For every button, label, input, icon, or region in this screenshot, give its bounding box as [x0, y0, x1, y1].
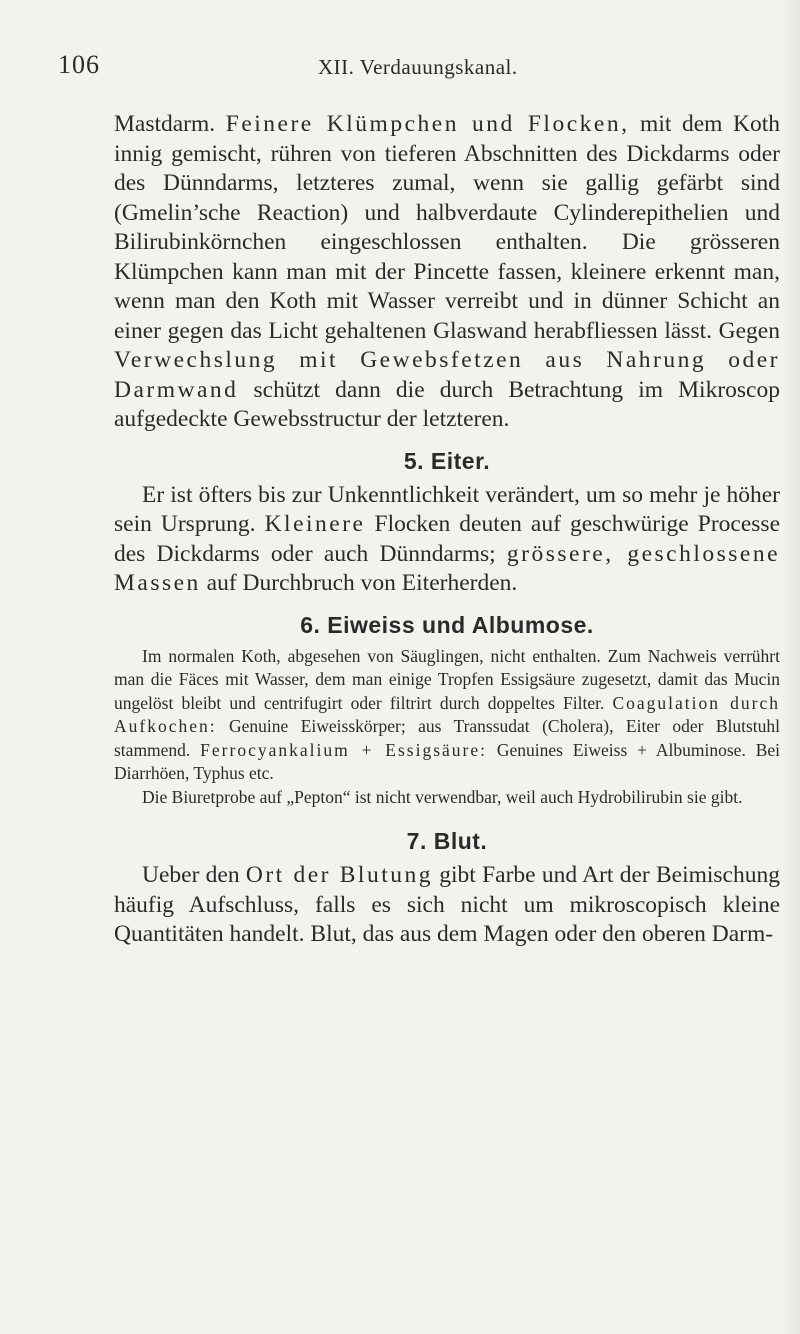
eiter-text-1: Er ist öfters bis zur Unkenntlichkeit verändert, um so mehr je höher sein Ursprung.: [114, 481, 780, 537]
eiweiss-spaced-2: Ferrocyankalium + Essigsäure:: [200, 739, 488, 760]
page-edge-shadow: [782, 0, 800, 1334]
blut-text-1: Ueber den: [142, 862, 246, 888]
page-body: [114, 110, 780, 950]
eiter-spaced-1: Kleinere: [264, 511, 366, 537]
blut-text-2: gibt Farbe und Art der Beimischung häufig Aufschluss, falls es sich nicht um mikroscopisch kleine Quantitäten handelt. Blut, das aus dem Magen oder den oberen Darm-: [114, 862, 780, 947]
running-head: [58, 50, 764, 90]
intro-text-3: schützt dann die durch Betrachtung im Mikroscop aufgedeckte Gewebsstructur der letzteren.: [114, 376, 780, 432]
eiweiss-text-2: Genuine Eiweisskörper; aus Transsudat (Cholera), Eiter oder Blutstuhl stammend.: [114, 716, 780, 760]
eiweiss-text-3: Genuines Eiweiss + Albuminose. Bei Diarrhöen, Typhus etc.: [114, 739, 780, 783]
intro-text-1: Mastdarm.: [114, 111, 226, 137]
eiweiss-spaced-1: Coagulation durch Aufkochen:: [114, 692, 781, 736]
eiweiss-text-1: Im normalen Koth, abgesehen von Säuglingen, nicht enthalten. Zum Nachweis verrührt man die Fäces mit Wasser, dem man einige Tropfen Essigsäure zugesetzt, damit das Mucin ungelöst bleibt und centrifugirt oder filtrirt durch doppeltes Filter.: [114, 645, 780, 713]
page-number: 106: [58, 50, 100, 79]
eiter-text-3: auf Durchbruch von Eiterherden.: [200, 570, 518, 596]
biuret-paragraph: Die Biuretprobe auf „Pepton“ ist nicht verwendbar, weil auch Hydrobilirubin sie gibt.: [142, 786, 743, 807]
eiweiss-paragraph: [114, 645, 780, 786]
running-head-title: XII. Verdauungskanal.: [318, 55, 518, 79]
intro-paragraph: [114, 110, 780, 435]
blut-spaced-1: Ort der Blutung: [245, 862, 433, 888]
eiter-spaced-2: grössere, geschlossene Massen: [114, 540, 781, 596]
section-heading-eiweiss: 6. Eiweiss und Albumose.: [300, 611, 594, 638]
eiter-text-2: Flocken deuten auf geschwürige Processe des Dickdarms oder auch Dünndarms;: [114, 511, 780, 567]
intro-spaced-2: Verwechslung mit Gewebsfetzen aus Nahrung oder Darmwand: [114, 347, 780, 403]
section-heading-eiter: 5. Eiter.: [403, 447, 491, 474]
section-heading-blut: 7. Blut.: [406, 828, 488, 854]
intro-text-2: mit dem Koth innig gemischt, rühren von tieferen Abschnitten des Dickdarms oder des Dünndarms, letzteres zumal, wenn sie gallig gefärbt sind (Gmelin’sche Reaction) und halbverdaute Cylinderepithelien und Bilirubinkörnchen eingeschlossen enthalten. Die grösseren Klümpchen kann man mit der Pincette fassen, kleinere erkennt man, wenn man den Koth mit Wasser verreibt und in dünner Schicht an einer gegen das Licht gehaltenen Glaswand herabfliessen lässt. Gegen: [114, 111, 780, 344]
intro-spaced-1: Feinere Klümpchen und Flocken,: [225, 111, 630, 137]
spacer: [114, 809, 780, 815]
blut-paragraph: [114, 861, 780, 950]
eiter-paragraph: [114, 481, 780, 599]
